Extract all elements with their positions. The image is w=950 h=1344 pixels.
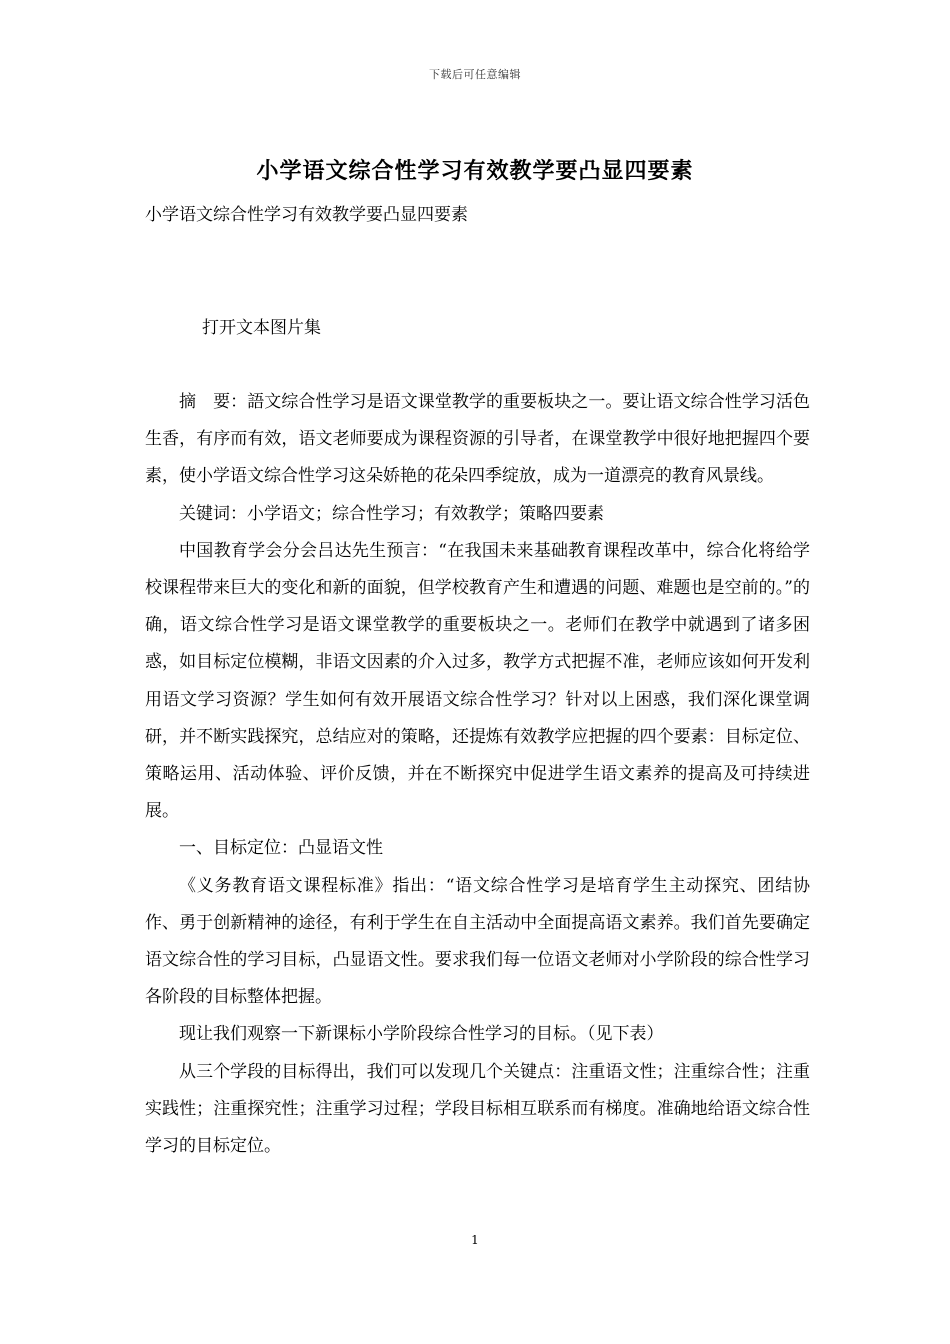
open-image-gallery-link[interactable]: 打开文本图片集 [202,318,321,338]
body-paragraph: 中国教育学会分会吕达先生预言：“在我国未来基础教育课程改革中，综合化将给学校课程带来巨大的变化和新的面貌，但学校教育产生和遭遇的问题、难题也是空前的。”的确，语文综合性学习是语文课堂教学的重要板块之一。老师们在教学中就遇到了诸多困惑，如目标定位模糊，非语文因素的介入过多，教学方式把握不准，老师应该如何开发利用语文学习资源？学生如何有效开展语文综合性学习？针对以上困惑，我们深化课堂调研，并不断实践探究，总结应对的策略，还提炼有效教学应把握的四个要素：目标定位、策略运用、活动体验、评价反馈，并在不断探究中促进学生语文素养的提高及可持续进展。 [145,540,810,822]
article-body [145,384,810,1165]
page-number: 1 [471,1233,479,1247]
document-subtitle: 小学语文综合性学习有效教学要凸显四要素 [145,205,468,225]
page-header: 下载后可任意编辑 [429,68,521,81]
abstract-paragraph: 摘 要：語文综合性学习是语文课堂教学的重要板块之一。要让语文综合性学习活色生香，有序而有效，语文老师要成为课程资源的引导者，在课堂教学中很好地把握四个要素，使小学语文综合性学习这朵娇艳的花朵四季绽放，成为一道漂亮的教育风景线。 [145,392,810,487]
body-paragraph: 《义务教育语文课程标准》指出：“语文综合性学习是培育学生主动探究、团结协作、勇于创新精神的途径，有利于学生在自主活动中全面提高语文素养。我们首先要确定语文综合性的学习目标，凸显语文性。要求我们每一位语文老师对小学阶段的综合性学习各阶段的目标整体把握。 [145,875,810,1008]
keywords-paragraph: 关键词：小学语文；综合性学习；有效教学；策略四要素 [179,503,604,524]
section-heading: 一、目标定位：凸显语文性 [179,838,383,859]
document-title: 小学语文综合性学习有效教学要凸显四要素 [256,158,694,184]
body-paragraph: 现让我们观察一下新课标小学阶段综合性学习的目标。（见下表） [179,1024,664,1045]
body-paragraph: 从三个学段的目标得出，我们可以发现几个关键点：注重语文性；注重综合性；注重实践性；注重探究性；注重学习过程；学段目标相互联系而有梯度。准确地给语文综合性学习的目标定位。 [145,1061,810,1157]
